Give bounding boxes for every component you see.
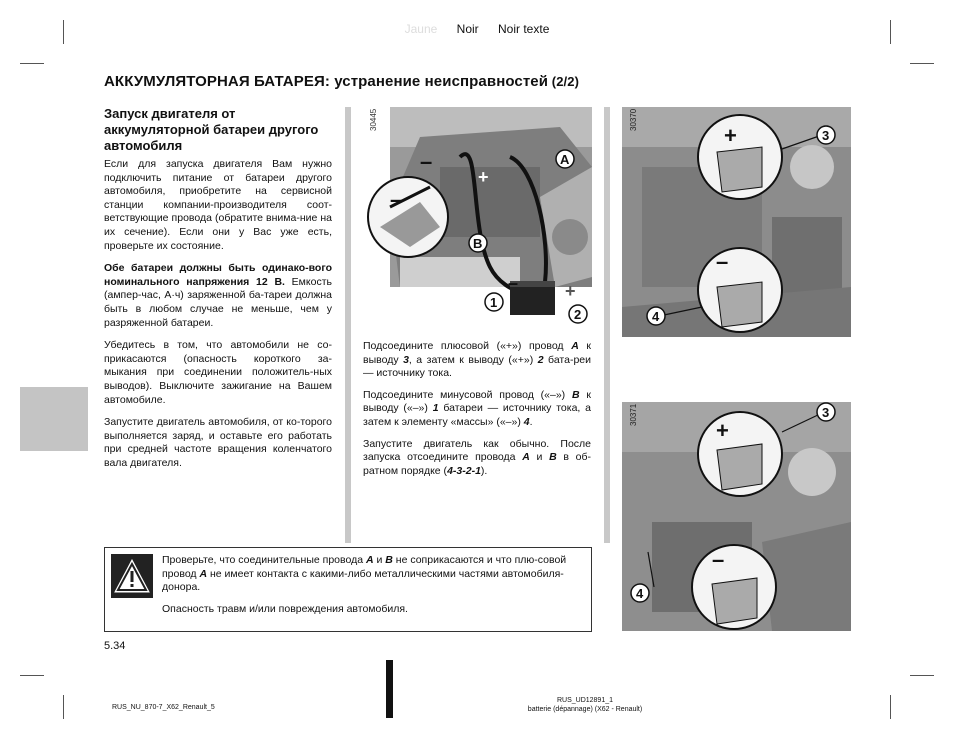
title-main: АККУМУЛЯТОРНАЯ БАТАРЕЯ: xyxy=(104,73,335,90)
binding-mark xyxy=(386,660,393,718)
bold-text: Обе батареи должны быть одинако-вого номинального напряжения 12 В. xyxy=(104,262,332,288)
text: к выводу («–») xyxy=(363,388,591,415)
paragraph xyxy=(104,262,332,330)
callout-4: 4 xyxy=(652,309,660,324)
text: ). xyxy=(480,464,488,477)
text: и xyxy=(373,554,386,566)
crop-mark xyxy=(20,63,44,64)
footer-desc: batterie (dépannage) (X62 - Renault) xyxy=(527,706,643,713)
text: , а затем к выводу («+») xyxy=(408,353,538,366)
sign-minus: – xyxy=(390,187,403,212)
column-divider xyxy=(604,107,610,543)
text: Подсоедините минусовой провод («–») xyxy=(363,388,572,401)
paragraph xyxy=(363,438,591,479)
ref-wire-a: A xyxy=(571,340,579,352)
paragraph: Опасность травм и/или повреждения автомобиля. xyxy=(162,602,408,615)
warning-text xyxy=(162,554,582,624)
page-title xyxy=(104,73,579,90)
ref-ground-4: 4 xyxy=(523,415,530,428)
page-number: 5.34 xyxy=(104,640,126,652)
callout-a: A xyxy=(560,152,570,167)
paragraph: Если для запуска двигателя Вам нужно подключить питание от батареи другого автомобиля, приобретите на сервисной станции компании-производителя соот-ветствующие провода (обратите внима-ние на их сечение). Если они у Вас уже есть, проверьте их состояние. xyxy=(104,158,332,252)
warning-icon xyxy=(111,554,153,598)
crop-mark xyxy=(20,675,44,676)
sign-minus: – xyxy=(420,149,433,174)
paragraph xyxy=(363,340,591,381)
ref-terminal-2: 2 xyxy=(537,353,544,366)
column-divider xyxy=(345,107,351,543)
figure-engine-bay-2 xyxy=(622,402,851,631)
text: в об-ратном порядке ( xyxy=(363,451,592,477)
footer-left: RUS_NU_870-7_X62_Renault_5 xyxy=(112,704,215,711)
sign-plus: + xyxy=(724,123,737,148)
crop-mark xyxy=(63,695,64,719)
text: не соприкасаются и что плю-совой провод xyxy=(162,554,567,580)
ref-terminal-3: 3 xyxy=(403,353,409,366)
text: Проверьте, что соединительные провода xyxy=(162,554,366,566)
figure-jump-cables xyxy=(360,107,592,329)
ref-wire-a: A xyxy=(199,567,208,580)
crop-mark xyxy=(890,695,891,719)
callout-4: 4 xyxy=(636,586,644,601)
crop-mark xyxy=(910,675,934,676)
ref-terminal-1: 1 xyxy=(432,402,439,415)
text: и xyxy=(529,451,550,464)
text: не имеет контакта с какими-либо металлическими частями автомобиля-донора. xyxy=(162,567,564,594)
callout-3: 3 xyxy=(822,128,830,143)
text-column-middle xyxy=(363,340,591,486)
sign-plus: + xyxy=(478,167,489,187)
text: Запустите двигатель как обычно. После запуска отсоедините провода xyxy=(363,437,591,464)
warning-box xyxy=(104,547,592,632)
crop-mark xyxy=(910,63,934,64)
section-title: Запуск двигателя от аккумуляторной батареи другого автомобиля xyxy=(104,106,319,153)
text: . xyxy=(529,415,533,428)
footer-ref: RUS_UD12891_1 xyxy=(556,697,614,704)
sign-minus: – xyxy=(712,547,725,572)
chapter-tab xyxy=(20,387,88,451)
ref-order: 4-3-2-1 xyxy=(447,464,481,477)
figure-code: 30371 xyxy=(629,403,638,426)
sign-minus: – xyxy=(508,273,519,293)
color-label-jaune: Jaune xyxy=(404,22,438,36)
text: к выводу xyxy=(363,340,591,366)
title-sub: устранение неисправностей xyxy=(334,73,549,90)
sign-plus: + xyxy=(565,281,576,301)
text: Подсоедините плюсовой («+») провод xyxy=(363,340,572,352)
callout-1: 1 xyxy=(490,295,498,310)
sign-minus: – xyxy=(716,249,729,274)
text-column-left xyxy=(104,158,332,479)
text: батареи — источнику тока, а затем к элементу «массы» («–») xyxy=(363,402,591,428)
figure-code: 30370 xyxy=(629,108,638,131)
text: бата-реи — источнику тока. xyxy=(363,353,591,380)
title-page: (2/2) xyxy=(548,74,580,89)
callout-2: 2 xyxy=(574,307,582,322)
ref-wire-b: B xyxy=(572,388,580,401)
callout-b: B xyxy=(473,236,483,251)
ref-wire-b: B xyxy=(385,554,393,566)
footer-right xyxy=(505,696,665,714)
ref-wire-a: A xyxy=(522,451,530,464)
figure-code: 30445 xyxy=(369,108,378,131)
ref-wire-a: A xyxy=(365,554,374,566)
paragraph: Убедитесь в том, что автомобили не со-прикасаются (опасность короткого за-мыкания при соединении положитель-ных выводов). Выключите зажигание на Вашем автомобиле. xyxy=(104,339,332,406)
print-color-labels xyxy=(0,22,954,36)
paragraph xyxy=(162,554,582,595)
callout-3: 3 xyxy=(822,405,830,420)
paragraph xyxy=(363,389,591,430)
color-label-noir: Noir xyxy=(456,22,479,36)
ref-wire-b: B xyxy=(549,451,557,464)
figure-engine-bay-1 xyxy=(622,107,851,337)
color-label-noir-texte: Noir texte xyxy=(498,22,550,36)
text: Емкость (ампер-час, А·ч) заряженной ба-тареи должна быть в любом случае не меньше, чем у разряженной батареи. xyxy=(104,275,332,329)
sign-plus: + xyxy=(716,418,729,443)
paragraph: Запустите двигатель автомобиля, от ко-торого выполняется заряд, и оставьте его работать при средней частоте вращения коленчатого вала двигателя. xyxy=(104,416,332,469)
